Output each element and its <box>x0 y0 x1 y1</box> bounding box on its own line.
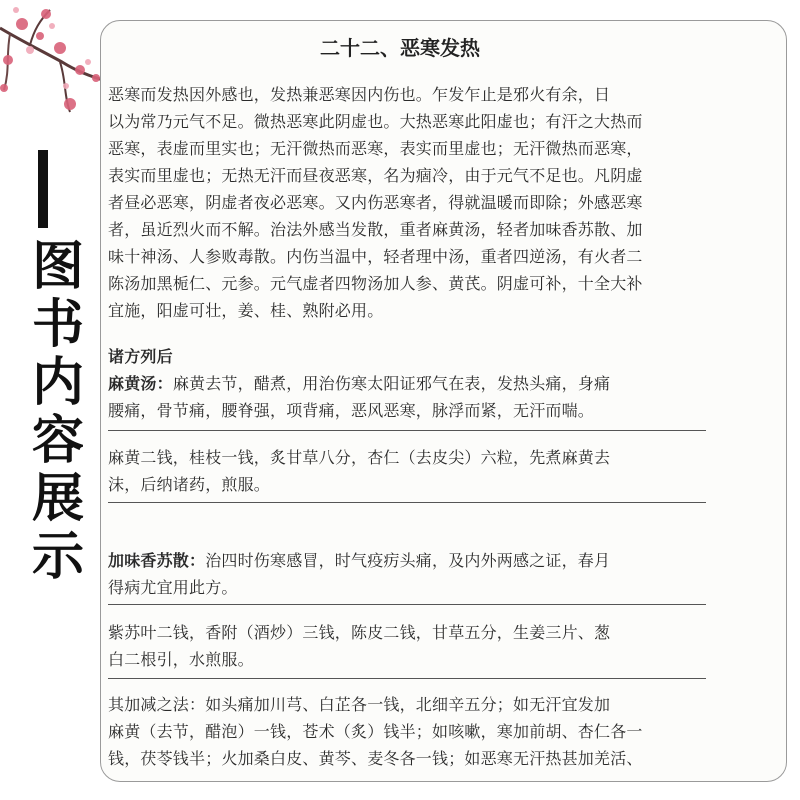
intro-line: 者昼必恶寒，阴虚者夜必恶寒。又内伤恶寒者，得就温暖而即除；外感恶寒 <box>108 193 643 212</box>
formula-line: 得病尤宜用此方。 <box>108 578 238 597</box>
vertical-accent-bar <box>38 150 48 228</box>
additions-line: 麻黄（去节，醋泡）一钱，苍术（炙）钱半；如咳嗽，寒加前胡、杏仁各一 <box>108 722 643 741</box>
recipe-line: 白二根引，水煎服。 <box>108 650 254 669</box>
formula-desc: 治四时伤寒感冒，时气疫疠头痛，及内外两感之证，春月 <box>205 551 611 570</box>
formula-line: 腰痛，骨节痛，腰脊强，项背痛，恶风恶寒，脉浮而紧，无汗而喘。 <box>108 401 595 420</box>
formula-name: 加味香苏散： <box>108 551 206 570</box>
side-banner-char: 示 <box>31 527 84 587</box>
page-title: 二十二、恶寒发热 <box>320 36 480 60</box>
divider <box>108 502 706 503</box>
divider <box>108 430 706 431</box>
intro-line: 恶寒而发热因外感也，发热兼恶寒因内伤也。乍发乍止是邪火有余，日 <box>108 85 611 104</box>
side-banner-char: 图 <box>31 237 84 297</box>
side-banner-char: 内 <box>31 353 84 413</box>
section-title <box>108 344 173 367</box>
formula-name: 麻黄汤： <box>108 374 173 393</box>
intro-line: 陈汤加黑栀仁、元参。元气虚者四物汤加人参、黄芪。阴虚可补，十全大补 <box>108 274 643 293</box>
intro-line: 者，虽近烈火而不解。治法外感当发散，重者麻黄汤，轻者加味香苏散、加 <box>108 220 643 239</box>
intro-line: 宜施，阳虚可壮，姜、桂、熟附必用。 <box>108 301 384 320</box>
intro-line: 恶寒，表虚而里实也；无汗微热而恶寒，表实而里虚也；无汗微热而恶寒， <box>108 139 643 158</box>
divider <box>108 678 706 679</box>
formula-desc: 麻黄去节，醋煮，用治伤寒太阳证邪气在表，发热头痛，身痛 <box>172 374 611 393</box>
side-banner-char: 书 <box>31 295 84 355</box>
side-banner-char: 容 <box>31 411 84 471</box>
section-title-text: 诸方列后 <box>108 347 173 366</box>
intro-line: 以为常乃元气不足。微热恶寒此阴虚也。大热恶寒此阳虚也；有汗之大热而 <box>108 112 643 131</box>
recipe-line: 紫苏叶二钱，香附（酒炒）三钱，陈皮二钱，甘草五分，生姜三片、葱 <box>108 623 611 642</box>
intro-line: 表实而里虚也；无热无汗而昼夜恶寒，名为痼冷，由于元气不足也。凡阴虚 <box>108 166 643 185</box>
recipe-line: 沫，后纳诸药，煎服。 <box>108 475 271 494</box>
formula-line <box>108 548 610 571</box>
side-banner-char: 展 <box>31 469 84 529</box>
intro-line: 味十神汤、人参败毒散。内伤当温中，轻者理中汤，重者四逆汤，有火者二 <box>108 247 643 266</box>
additions-line: 其加减之法：如头痛加川芎、白芷各一钱，北细辛五分；如无汗宜发加 <box>108 695 611 714</box>
side-banner-title <box>28 238 88 586</box>
formula-line <box>108 371 610 394</box>
divider <box>108 604 706 605</box>
recipe-line: 麻黄二钱，桂枝一钱，炙甘草八分，杏仁（去皮尖）六粒，先煮麻黄去 <box>108 448 611 467</box>
plum-blossom-branch <box>0 0 110 140</box>
additions-line: 钱，茯苓钱半；火加桑白皮、黄芩、麦冬各一钱；如恶寒无汗热甚加羌活、 <box>108 749 643 768</box>
